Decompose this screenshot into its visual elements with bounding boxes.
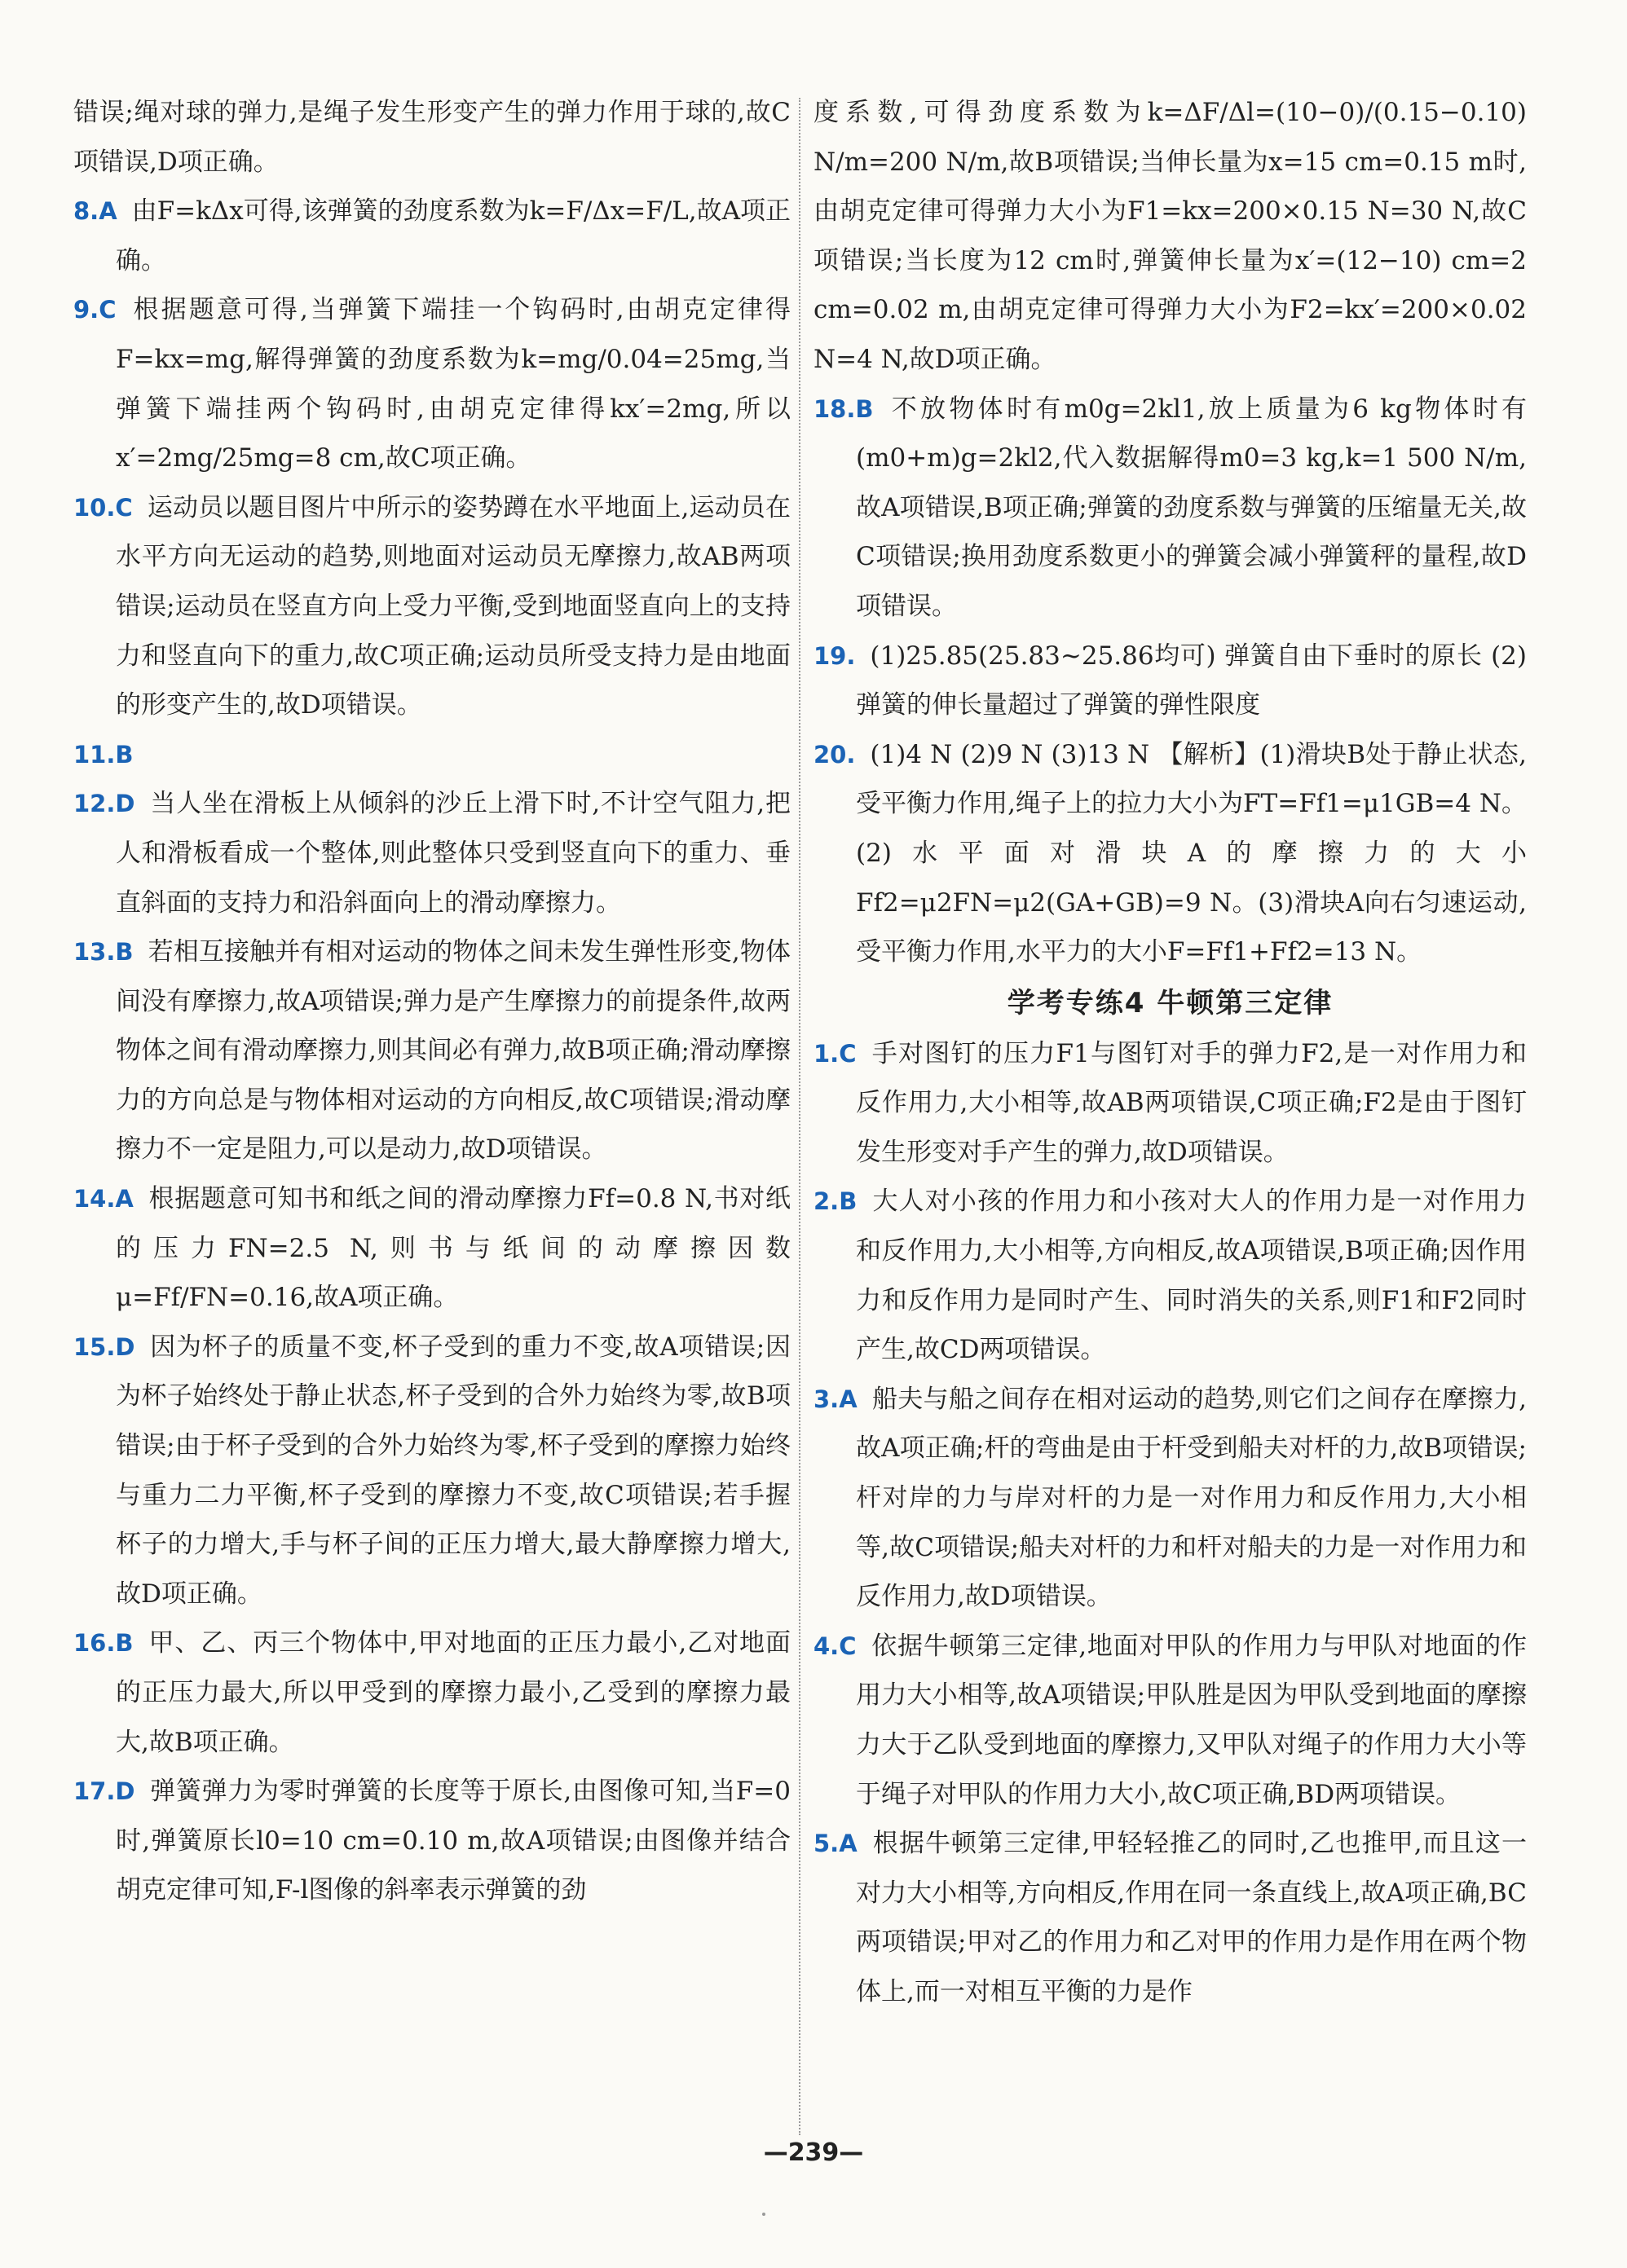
- left-column: [73, 88, 791, 1915]
- answer-10: 10.C 运动员以题目图片中所示的姿势蹲在水平地面上,运动员在水平方向无运动的趋势,则地面对运动员无摩擦力,故AB两项错误;运动员在竖直方向上受力平衡,受到地面竖直向上的支持力和竖直向下的重力,故C项正确;运动员所受支持力是由地面的形变产生的,故D项错误。: [73, 492, 791, 720]
- answer-17-cont: 度系数,可得劲度系数为k=ΔF/Δl=(10−0)/(0.15−0.10) N/m=200 N/m,故B项错误;当伸长量为x=15 cm=0.15 m时,由胡克定律可得弹力大小为F1=kx=200×0.15 N=30 N,故C项错误;当长度为12 cm时,弹簧伸长量为x′=(12−10) cm=2 cm=0.02 m,由胡克定律可得弹力大小为F2=kx′=200×0.02 N=4 N,故D项正确。: [814, 98, 1527, 374]
- column-divider: [799, 98, 800, 2135]
- answer-cont: 错误;绳对球的弹力,是绳子发生形变产生的弹力作用于球的,故C项错误,D项正确。: [73, 98, 791, 177]
- answer-8: 8.A 由F=kΔx可得,该弹簧的劲度系数为k=F/Δx=F/L,故A项正确。: [73, 196, 791, 275]
- right-column: [814, 88, 1527, 2017]
- answer-15: 15.D 因为杯子的质量不变,杯子受到的重力不变,故A项错误;因为杯子始终处于静止状态,杯子受到的合外力始终为零,故B项错误;由于杯子受到的合外力始终为零,杯子受到的摩擦力始终与重力二力平衡,杯子受到的摩擦力不变,故C项错误;若手握杯子的力增大,手与杯子间的正压力增大,最大静摩擦力增大,故D项正确。: [73, 1332, 791, 1609]
- answer-13: 13.B 若相互接触并有相对运动的物体之间未发生弹性形变,物体间没有摩擦力,故A项错误;弹力是产生摩擦力的前提条件,故两物体之间有滑动摩擦力,则其间必有弹力,故B项正确;滑动摩擦力的方向总是与物体相对运动的方向相反,故C项错误;滑动摩擦力不一定是阻力,可以是动力,故D项错误。: [73, 937, 791, 1165]
- answer-20: 20. (1)4 N (2)9 N (3)13 N 【解析】(1)滑块B处于静止状态,受平衡力作用,绳子上的拉力大小为FT=Ff1=μ1GB=4 N。(2)水平面对滑块A的摩擦力的大小Ff2=μ2FN=μ2(GA+GB)=9 N。(3)滑块A向右匀速运动,受平衡力作用,水平力的大小F=Ff1+Ff2=13 N。: [814, 739, 1527, 967]
- section-title: 学考专练4 牛顿第三定律: [1007, 986, 1334, 1019]
- answer-18: 18.B 不放物体时有m0g=2kl1,放上质量为6 kg物体时有(m0+m)g=2kl2,代入数据解得m0=3 kg,k=1 500 N/m,故A项错误,B项正确;弹簧的劲度系数与弹簧的压缩量无关,故C项错误;换用劲度系数更小的弹簧会减小弹簧秤的量程,故D项错误。: [814, 394, 1527, 621]
- answer-17: 17.D 弹簧弹力为零时弹簧的长度等于原长,由图像可知,当F=0时,弹簧原长l0=10 cm=0.10 m,故A项错误;由图像并结合胡克定律可知,F-l图像的斜率表示弹簧的劲: [73, 1777, 791, 1905]
- answer-s4-2: 2.B 大人对小孩的作用力和小孩对大人的作用力是一对作用力和反作用力,大小相等,方向相反,故A项错误,B项正确;因作用力和反作用力是同时产生、同时消失的关系,则F1和F2同时产生,故CD两项错误。: [814, 1187, 1527, 1365]
- answer-s4-3: 3.A 船夫与船之间存在相对运动的趋势,则它们之间存在摩擦力,故A项正确;杆的弯曲是由于杆受到船夫对杆的力,故B项错误;杆对岸的力与岸对杆的力是一对作用力和反作用力,大小相等,故C项错误;船夫对杆的力和杆对船夫的力是一对作用力和反作用力,故D项错误。: [814, 1384, 1527, 1612]
- answer-16: 16.B 甲、乙、丙三个物体中,甲对地面的正压力最小,乙对地面的正压力最大,所以甲受到的摩擦力最小,乙受到的摩擦力最大,故B项正确。: [73, 1628, 791, 1757]
- answer-s4-1: 1.C 手对图钉的压力F1与图钉对手的弹力F2,是一对作用力和反作用力,大小相等,故AB两项错误,C项正确;F2是由于图钉发生形变对手产生的弹力,故D项错误。: [814, 1038, 1527, 1167]
- answer-s4-5: 5.A 根据牛顿第三定律,甲轻轻推乙的同时,乙也推甲,而且这一对力大小相等,方向相反,作用在同一条直线上,故A项正确,BC两项错误;甲对乙的作用力和乙对甲的作用力是作用在两个物体上,而一对相互平衡的力是作: [814, 1829, 1527, 2006]
- answer-9: 9.C 根据题意可得,当弹簧下端挂一个钩码时,由胡克定律得F=kx=mg,解得弹簧的劲度系数为k=mg/0.04=25mg,当弹簧下端挂两个钩码时,由胡克定律得kx′=2mg,所以x′=2mg/25mg=8 cm,故C项正确。: [73, 295, 791, 473]
- answer-12: 12.D 当人坐在滑板上从倾斜的沙丘上滑下时,不计空气阻力,把人和滑板看成一个整体,则此整体只受到竖直向下的重力、垂直斜面的支持力和沿斜面向上的滑动摩擦力。: [73, 789, 791, 918]
- answer-14: 14.A 根据题意可知书和纸之间的滑动摩擦力Ff=0.8 N,书对纸的压力FN=2.5 N,则书与纸间的动摩擦因数μ=Ff/FN=0.16,故A项正确。: [73, 1184, 791, 1313]
- answer-11: 11.B: [73, 740, 134, 768]
- answer-s4-4: 4.C 依据牛顿第三定律,地面对甲队的作用力与甲队对地面的作用力大小相等,故A项错误;甲队胜是因为甲队受到地面的摩擦力大于乙队受到地面的摩擦力,又甲队对绳子的作用力大小等于绳子对甲队的作用力大小,故C项正确,BD两项错误。: [814, 1631, 1527, 1809]
- page-number: —239—: [763, 2138, 864, 2167]
- dot-mark: [762, 2213, 765, 2216]
- answer-19: 19. (1)25.85(25.83~25.86均可) 弹簧自由下垂时的原长 (2)弹簧的伸长量超过了弹簧的弹性限度: [814, 641, 1527, 720]
